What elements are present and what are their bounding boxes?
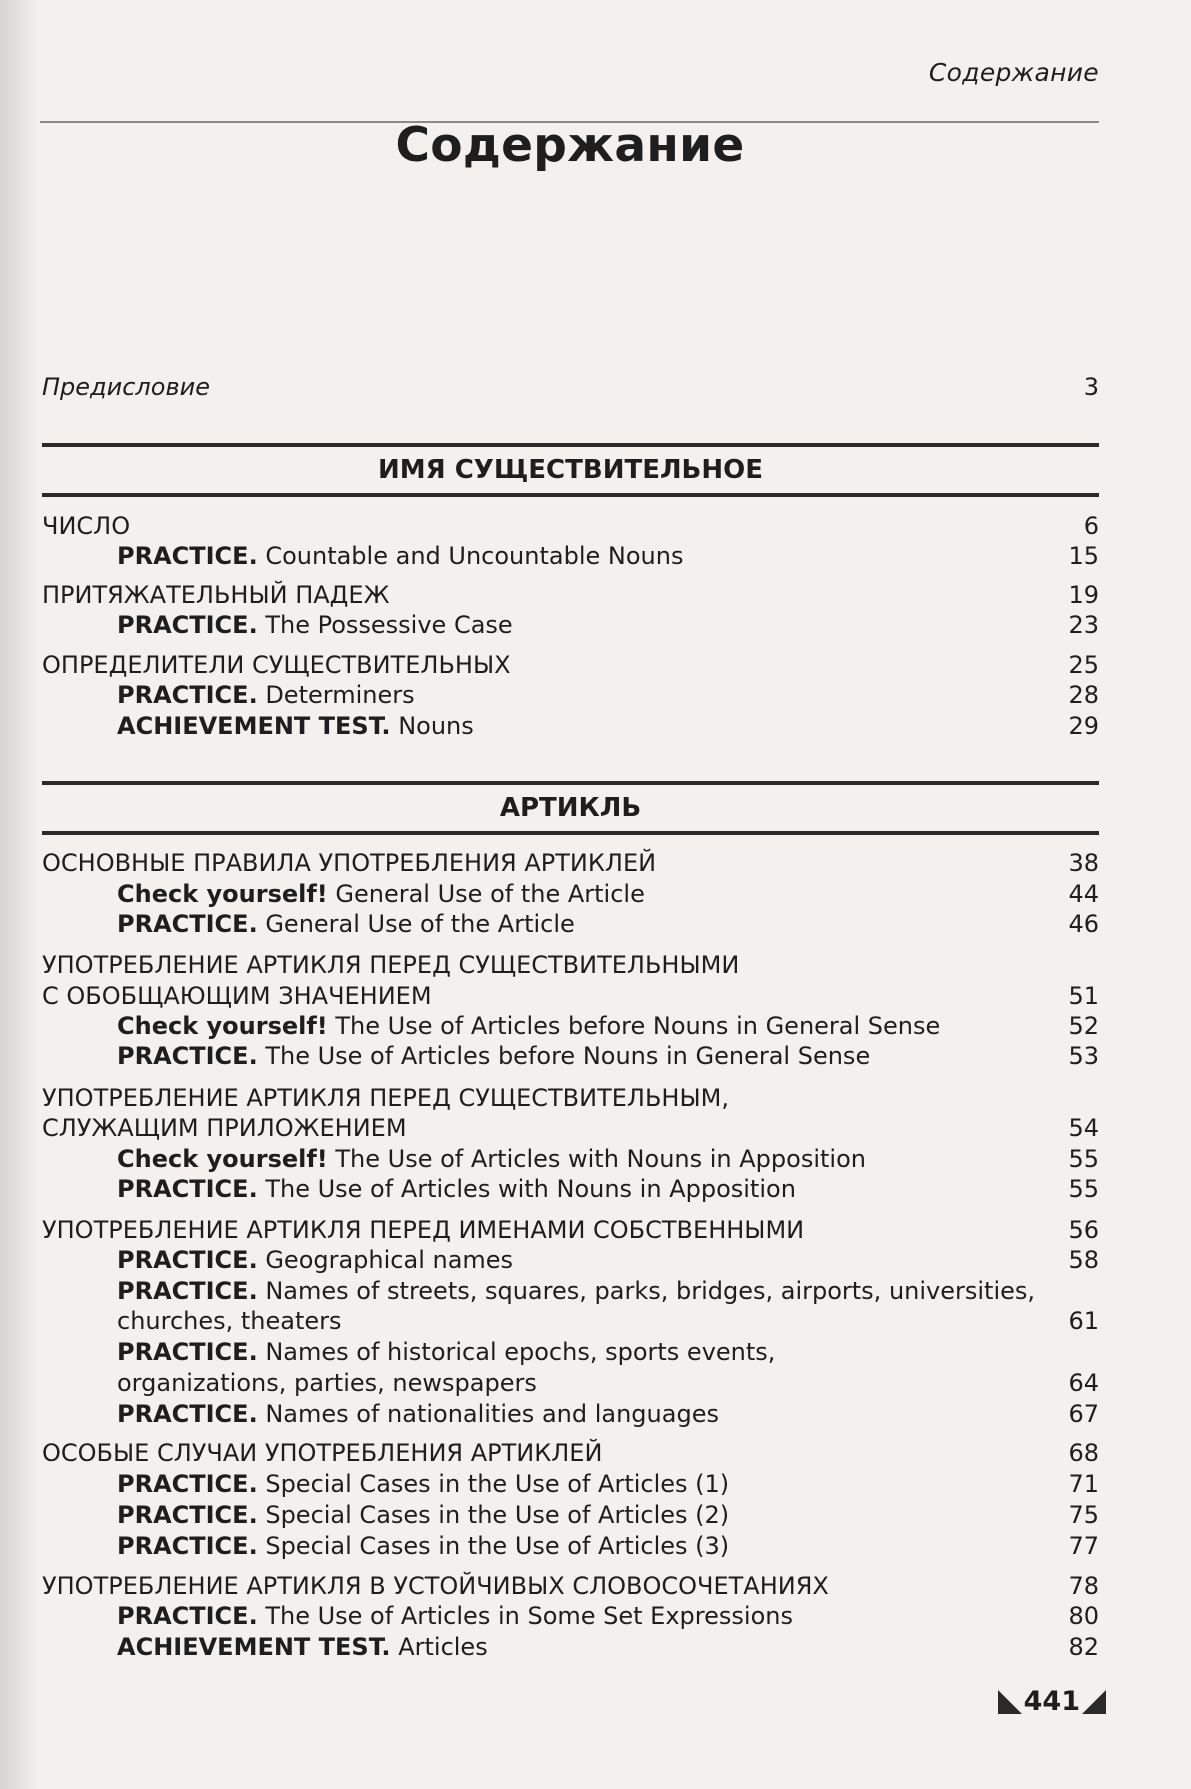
toc-entry-page: 15 [1068, 542, 1099, 570]
toc-entry-label: The Use of Articles before Nouns in General Sense [265, 1042, 871, 1070]
toc-entry-keyword: ACHIEVEMENT TEST. [117, 1633, 391, 1661]
toc-entry-label: The Use of Articles in Some Set Expressions [265, 1602, 793, 1630]
toc-entry-page: 61 [1068, 1307, 1099, 1335]
toc-entry-label: УПОТРЕБЛЕНИЕ АРТИКЛЯ ПЕРЕД СУЩЕСТВИТЕЛЬНЫМ, [42, 1084, 729, 1112]
toc-entry-page: 67 [1068, 1400, 1099, 1428]
toc-entry-keyword: PRACTICE. [117, 1175, 258, 1203]
toc-entry-label: ПРИТЯЖАТЕЛЬНЫЙ ПАДЕЖ [42, 581, 390, 609]
toc-entry-label: ОСНОВНЫЕ ПРАВИЛА УПОТРЕБЛЕНИЯ АРТИКЛЕЙ [42, 849, 657, 877]
toc-entry-label: The Possessive Case [265, 611, 513, 639]
toc-entry-label: General Use of the Article [265, 910, 575, 938]
toc-entry-label: Special Cases in the Use of Articles (1) [265, 1470, 730, 1498]
toc-entry-label: Articles [398, 1633, 488, 1661]
toc-entry-page: 23 [1068, 611, 1099, 639]
toc-entry-label: Geographical names [265, 1246, 514, 1274]
toc-entry-label: Nouns [398, 712, 474, 740]
toc-entry-page: 6 [1083, 512, 1099, 540]
page-number [998, 1686, 1106, 1717]
toc-entry-page: 80 [1068, 1602, 1099, 1630]
toc-entry-label: ОСОБЫЕ СЛУЧАИ УПОТРЕБЛЕНИЯ АРТИКЛЕЙ [42, 1439, 603, 1467]
triangle-right-ornament-icon [1082, 1690, 1106, 1714]
toc-entry-label: ОПРЕДЕЛИТЕЛИ СУЩЕСТВИТЕЛЬНЫХ [42, 651, 511, 679]
toc-entry-label: The Use of Articles with Nouns in Apposition [265, 1175, 796, 1203]
toc-entry-keyword: PRACTICE. [117, 611, 258, 639]
toc-entry-page: 3 [1083, 373, 1099, 401]
toc-entry-page: 71 [1068, 1470, 1099, 1498]
toc-entry-page: 54 [1068, 1114, 1099, 1142]
toc-entry-page: 19 [1068, 581, 1099, 609]
toc-entry-keyword: PRACTICE. [117, 1338, 258, 1366]
toc-entry-keyword: PRACTICE. [117, 1400, 258, 1428]
toc-entry-keyword: PRACTICE. [117, 1246, 258, 1274]
toc-entry-page: 28 [1068, 681, 1099, 709]
toc-entry-label: СЛУЖАЩИМ ПРИЛОЖЕНИЕМ [42, 1114, 407, 1142]
toc-entry-label: Names of historical epochs, sports events, [265, 1338, 776, 1366]
toc-entry-label: The Use of Articles before Nouns in General Sense [335, 1012, 941, 1040]
toc-entry-label: УПОТРЕБЛЕНИЕ АРТИКЛЯ В УСТОЙЧИВЫХ СЛОВОСОЧЕТАНИЯХ [42, 1572, 829, 1600]
toc-entry-keyword: Check yourself! [117, 1145, 328, 1173]
toc-entry-label: Names of nationalities and languages [265, 1400, 719, 1428]
toc-entry-page: 52 [1068, 1012, 1099, 1040]
toc-entry-page: 55 [1068, 1175, 1099, 1203]
toc-entry-label: organizations, parties, newspapers [117, 1369, 537, 1397]
toc-entry-label: Предисловие [42, 373, 210, 401]
toc-entry-keyword: PRACTICE. [117, 1532, 258, 1560]
toc-entry-label: Special Cases in the Use of Articles (3) [265, 1532, 730, 1560]
toc-entry-keyword: Check yourself! [117, 1012, 328, 1040]
toc-entry-keyword: PRACTICE. [117, 542, 258, 570]
toc-entry-label: Special Cases in the Use of Articles (2) [265, 1501, 730, 1529]
toc-entry-page: 55 [1068, 1145, 1099, 1173]
toc-entry-page: 25 [1068, 651, 1099, 679]
toc-entry-page: 64 [1068, 1369, 1099, 1397]
toc-entry-keyword: PRACTICE. [117, 681, 258, 709]
toc-entry-page: 77 [1068, 1532, 1099, 1560]
section-heading-article: АРТИКЛЬ [42, 781, 1099, 835]
toc-entry-page: 82 [1068, 1633, 1099, 1661]
toc-entry-keyword: PRACTICE. [117, 1501, 258, 1529]
toc-entry-page: 58 [1068, 1246, 1099, 1274]
toc-entry-page: 29 [1068, 712, 1099, 740]
page-gutter-shadow [0, 0, 40, 1789]
toc-entry-keyword: ACHIEVEMENT TEST. [117, 712, 391, 740]
toc-entry-page: 56 [1068, 1216, 1099, 1244]
toc-entry-page: 38 [1068, 849, 1099, 877]
toc-entry-label: Countable and Uncountable Nouns [265, 542, 684, 570]
toc-entry-keyword: PRACTICE. [117, 1470, 258, 1498]
toc-entry-keyword: Check yourself! [117, 880, 328, 908]
toc-entry-page: 75 [1068, 1501, 1099, 1529]
toc-entry-label: ЧИСЛО [42, 512, 131, 540]
section-heading-nouns: ИМЯ СУЩЕСТВИТЕЛЬНОЕ [42, 443, 1099, 497]
toc-entry-keyword: PRACTICE. [117, 1602, 258, 1630]
toc-entry-page: 51 [1068, 982, 1099, 1010]
toc-entry-page: 78 [1068, 1572, 1099, 1600]
triangle-left-ornament-icon [998, 1690, 1022, 1714]
toc-entry-label: Determiners [265, 681, 415, 709]
toc-entry-page: 53 [1068, 1042, 1099, 1070]
toc-entry-page: 68 [1068, 1439, 1099, 1467]
toc-entry-label: churches, theaters [117, 1307, 342, 1335]
toc-entry-keyword: PRACTICE. [117, 910, 258, 938]
toc-entry-page: 44 [1068, 880, 1099, 908]
running-head: Содержание [928, 58, 1099, 87]
toc-entry-label: УПОТРЕБЛЕНИЕ АРТИКЛЯ ПЕРЕД ИМЕНАМИ СОБСТВЕННЫМИ [42, 1216, 805, 1244]
toc-entry-label: General Use of the Article [335, 880, 645, 908]
toc-entry-keyword: PRACTICE. [117, 1042, 258, 1070]
toc-entry-label: С ОБОБЩАЮЩИМ ЗНАЧЕНИЕМ [42, 982, 432, 1010]
page-number-text: 441 [1023, 1686, 1080, 1717]
page-title: Содержание [395, 118, 745, 173]
toc-entry-keyword: PRACTICE. [117, 1277, 258, 1305]
toc-entry-page: 46 [1068, 910, 1099, 938]
toc-entry-label: УПОТРЕБЛЕНИЕ АРТИКЛЯ ПЕРЕД СУЩЕСТВИТЕЛЬНЫМИ [42, 951, 740, 979]
toc-entry-label: The Use of Articles with Nouns in Apposition [335, 1145, 866, 1173]
toc-entry-label: Names of streets, squares, parks, bridges, airports, universities, [265, 1277, 1036, 1305]
